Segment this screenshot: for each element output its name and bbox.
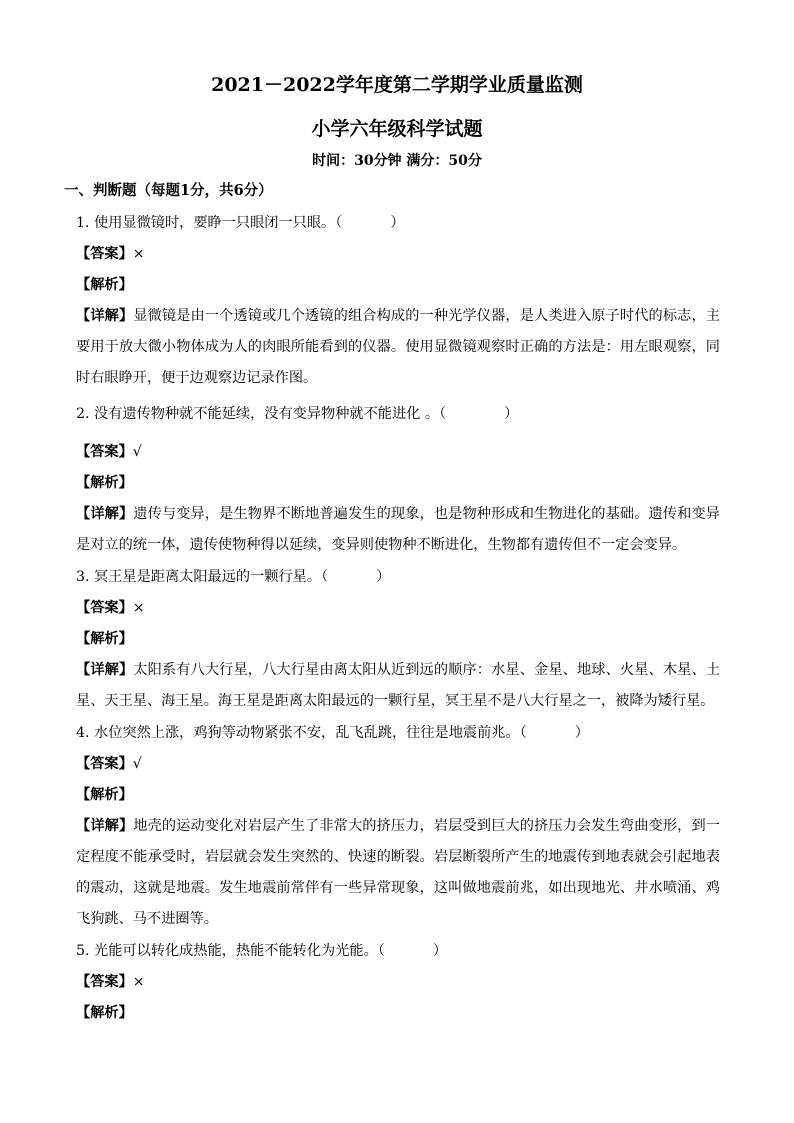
detail-paragraph: 【详解】地壳的运动变化对岩层产生了非常大的挤压力，岩层受到巨大的挤压力会发生弯曲变形，到一定程度不能承受时，岩层就会发生突然的、快速的断裂。岩层断裂所产生的地震传到地表就会引起地表的震动，这就是地震。发生地震前常伴有一些异常现象，这叫做地震前兆，如出现地光、井水喷涌、鸡飞狗跳、马不进圈等。: [76, 818, 720, 927]
exam-title: 2021－2022学年度第二学期学业质量监测: [211, 74, 583, 96]
answer-value: ×: [132, 974, 145, 990]
detail-paragraph: 【详解】太阳系有八大行星，八大行星由离太阳从近到远的顺序：水星、金星、地球、火星、木星、土星、天王星、海王星。海王星是距离太阳最远的一颗行星，冥王星不是八大行星之一，被降为矮行星。: [76, 662, 720, 709]
question-stem: 5. 光能可以转化成热能，热能不能转化为光能。（ ）: [76, 943, 448, 959]
detail-tag: 【详解】: [76, 506, 134, 522]
analysis-tag: 【解析】: [76, 277, 133, 293]
exam-subtitle: 小学六年级科学试题: [311, 118, 483, 140]
analysis-line: [76, 275, 722, 295]
answer-tag: 【答案】: [76, 246, 133, 262]
analysis-line: [76, 629, 722, 649]
detail-paragraph: 【详解】遗传与变异，是生物界不断地普遍发生的现象，也是物种形成和生物进化的基础。遗传和变异是对立的统一体，遗传使物种得以延续，变异则使物种不断进化，生物都有遗传但不一定会变异。: [76, 506, 720, 553]
analysis-tag: 【解析】: [76, 787, 133, 803]
answer-tag: 【答案】: [76, 756, 133, 772]
question-stem: 1. 使用显微镜时，要睁一只眼闭一只眼。（ ）: [76, 215, 405, 231]
answer-value: √: [132, 756, 142, 772]
analysis-tag: 【解析】: [76, 1005, 133, 1021]
section-heading: 一、判断题（每题1分，共6分）: [64, 182, 273, 199]
question-stem: 3. 冥王星是距离太阳最远的一颗行星。（ ）: [76, 569, 391, 585]
analysis-line: [76, 785, 722, 805]
answer-tag: 【答案】: [76, 974, 133, 990]
analysis-tag: 【解析】: [76, 631, 133, 647]
detail-paragraph: 【详解】显微镜是由一个透镜或几个透镜的组合构成的一种光学仪器，是人类进入原子时代的标志，主要用于放大微小物体成为人的肉眼所能看到的仪器。使用显微镜观察时正确的方法是：用左眼观察，同时右眼睁开，便于边观察边记录作图。: [76, 308, 720, 386]
answer-tag: 【答案】: [76, 600, 133, 616]
detail-tag: 【详解】: [76, 818, 134, 834]
answer-value: ×: [132, 246, 145, 262]
detail-tag: 【详解】: [76, 662, 134, 678]
analysis-line: [76, 1003, 722, 1023]
answer-value: ×: [132, 600, 145, 616]
exam-meta: 时间：30分钟 满分：50分: [312, 153, 482, 169]
answer-line: [76, 244, 722, 264]
answer-line: [76, 442, 722, 462]
question-stem: 2. 没有遗传物种就不能延续，没有变异物种就不能进化 。（ ）: [76, 406, 519, 422]
answer-tag: 【答案】: [76, 444, 133, 460]
answer-value: √: [132, 444, 142, 460]
detail-tag: 【详解】: [76, 308, 134, 324]
question-stem: 4. 水位突然上涨，鸡狗等动物紧张不安，乱飞乱跳，往往是地震前兆。（ ）: [76, 725, 589, 741]
answer-line: [76, 754, 722, 774]
answer-line: [76, 972, 722, 992]
analysis-tag: 【解析】: [76, 475, 133, 491]
analysis-line: [76, 473, 722, 493]
answer-line: [76, 598, 722, 618]
